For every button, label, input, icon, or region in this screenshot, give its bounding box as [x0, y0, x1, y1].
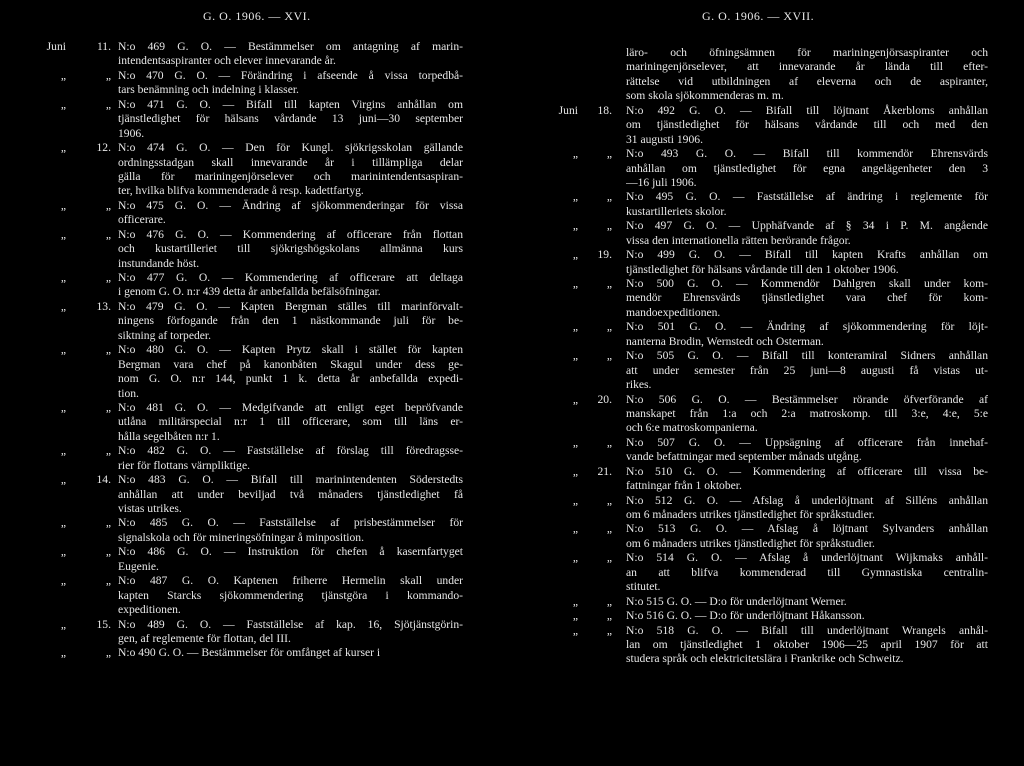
entry-day: „ — [105, 97, 111, 111]
entry-text — [626, 595, 988, 609]
entry-day: „ — [105, 400, 111, 414]
entry-line: lan om tjänstledighet 1 oktober 1906—25 april 1907 för att — [626, 637, 988, 651]
entry-month: „ — [572, 248, 578, 262]
entry-day: „ — [606, 349, 612, 363]
entry-line: ter, hvilka blifva kommenderade å resp. kadettfartyg. — [118, 184, 364, 198]
entry-day: „ — [606, 493, 612, 507]
entry-text — [626, 248, 988, 277]
entry-text — [118, 271, 463, 300]
entry-month: „ — [572, 435, 578, 449]
entry-day: „ — [606, 522, 612, 536]
entry-text — [626, 465, 988, 494]
entry-day: „ — [606, 623, 612, 637]
entry-month: „ — [60, 617, 66, 631]
entry-line: N:o 487 G. O. Kaptenen friherre Hermelin skall under — [118, 574, 463, 588]
entry — [0, 199, 512, 228]
entry-line: studera språk och elektricitetslära i Frankrike och Schweitz. — [626, 652, 904, 666]
entry-text — [118, 545, 463, 574]
entry — [0, 300, 512, 343]
entry-day: „ — [606, 320, 612, 334]
entry-line: rättelse vid utbildningen af eleverna och de aspiranter, — [626, 74, 988, 88]
entry-line: N:o 497 G. O. — Upphäfvande af § 34 i P. M. angående — [626, 219, 988, 233]
page-header: G. O. 1906. — XVI. — [203, 9, 311, 23]
entry-line: och kustartilleriet till sjökrigshögskolans allmänna kurs — [118, 242, 463, 256]
entry — [512, 46, 1024, 104]
entry-line: mariningenjörselever, att innevarande år ländа till efter- — [626, 60, 988, 74]
entry-line: kapten Starcks sjökommendering tjänstgöra i kommando- — [118, 588, 463, 602]
entry-text — [118, 473, 463, 516]
entry-line: nom G. O. n:r 144, punkt 1 k. detta år anbefallda expedi- — [118, 372, 463, 386]
entry-line: N:o 492 G. O. — Bifall till löjtnant Åkerbloms anhållan — [626, 103, 988, 117]
entry-day: „ — [606, 190, 612, 204]
entry-month: „ — [572, 594, 578, 608]
entry-day: „ — [606, 594, 612, 608]
entry — [0, 69, 512, 98]
entry-day: 14. — [96, 473, 111, 487]
entry-list — [0, 40, 512, 661]
entry-day: 18. — [597, 103, 612, 117]
entry-line: N:o 500 G. O. — Kommendör Dahlgren skall under kom- — [626, 277, 988, 290]
entry-line: intendentsaspiranter och elever innevarande år. — [118, 54, 336, 68]
entry — [0, 98, 512, 141]
entry-text — [118, 98, 463, 141]
entry-line: anhållan om tjänstledighet för egna angelägenheter den 3 — [626, 161, 988, 175]
entry-line: N:o 483 G. O. — Bifall till marinintendenten Söderstedts — [118, 473, 463, 487]
entry-text — [118, 141, 463, 199]
entry-text — [118, 343, 463, 401]
entry-line: N:o 470 G. O. — Förändring i afseende å vissa torpedbå- — [118, 68, 463, 82]
entry-line: N:o 479 G. O. — Kapten Bergman ställes till marinförvalt- — [118, 299, 463, 313]
entry-line: tion. — [118, 386, 139, 400]
entry — [0, 545, 512, 574]
entry-line: N:o 480 G. O. — Kapten Prytz skall i stället för kapten — [118, 343, 463, 357]
entry-text — [626, 219, 988, 248]
entry — [0, 40, 512, 69]
entry — [512, 248, 1024, 277]
entry — [512, 277, 1024, 320]
entry — [512, 393, 1024, 436]
entry-day: „ — [105, 198, 111, 212]
entry-day: „ — [105, 271, 111, 284]
entry-line: N:o 490 G. O. — Bestämmelser för omfånget af kurser i — [118, 646, 381, 660]
entry-text — [118, 228, 463, 271]
entry-day: 21. — [597, 464, 612, 478]
entry-line: N:o 515 G. O. — D:o för underlöjtnant Werner. — [626, 594, 847, 608]
entry-line: N:o 471 G. O. — Bifall till kapten Virgins anhållan om — [118, 97, 463, 111]
entry — [0, 646, 512, 660]
entry-line: N:o 507 G. O. — Uppsägning af officerare från innehaf- — [626, 435, 988, 449]
entry-text — [626, 494, 988, 523]
entry-line: Eugenie. — [118, 559, 159, 573]
entry-day: „ — [105, 646, 111, 660]
entry-month: „ — [60, 473, 66, 487]
entry-line: N:o 516 G. O. — D:o för underlöjtnant Håkansson. — [626, 609, 865, 623]
entry-line: N:o 475 G. O. — Ändring af sjökommenderingar för vissa — [118, 198, 463, 212]
entry-day: 19. — [597, 248, 612, 262]
entry-line: 31 augusti 1906. — [626, 132, 703, 146]
entry-line: N:o 485 G. O. — Fastställelse af prisbestämmelser för — [118, 516, 463, 530]
entry-month: „ — [572, 623, 578, 637]
entry-line: officerare. — [118, 213, 166, 227]
entry-line: fattningar från 1 oktober. — [626, 479, 742, 493]
entry-line: 1906. — [118, 126, 145, 140]
entry — [512, 436, 1024, 465]
entry-month: „ — [572, 147, 578, 161]
entry-line: vissa den internationella rätten berörande frågor. — [626, 233, 851, 247]
entry-list — [512, 46, 1024, 667]
entry-line: N:o 477 G. O. — Kommendering af officerare att deltaga — [118, 271, 463, 284]
entry-line: vistas utrikes. — [118, 502, 182, 515]
entry — [0, 343, 512, 401]
entry-day: 20. — [597, 392, 612, 406]
entry-text — [118, 444, 463, 473]
entry-month: „ — [60, 343, 66, 357]
entry-line: om 6 månaders utrikes tjänstledighet för språkstudier. — [626, 536, 875, 550]
entry — [512, 190, 1024, 219]
entry-text — [626, 436, 988, 465]
entry — [0, 473, 512, 516]
entry-text — [626, 320, 988, 349]
entry — [0, 516, 512, 545]
entry-line: manskapet från 1:a och 2:a matroskomp. till 3:e, 4:e, 5:e — [626, 406, 988, 420]
entry-line: läro- och öfningsämnen för mariningenjörsaspiranter och — [626, 46, 988, 59]
entry-text — [626, 277, 988, 320]
entry-month: „ — [60, 545, 66, 559]
entry-month: „ — [60, 97, 66, 111]
entry-line: mandoexpeditionen. — [626, 305, 721, 319]
entry-line: anhållan att under beviljad två månaders tjänstledighet få — [118, 487, 463, 501]
entry-day: 11. — [96, 40, 111, 53]
entry-line: N:o 512 G. O. — Afslag å underlöjtnant af Silléns anhållan — [626, 493, 988, 507]
entry-line: stitutet. — [626, 580, 661, 594]
entry-text — [626, 624, 988, 667]
entry-text — [626, 551, 988, 594]
entry-line: —16 juli 1906. — [626, 175, 697, 189]
entry-day: „ — [105, 574, 111, 588]
entry-text — [118, 40, 463, 69]
entry-month: „ — [60, 444, 66, 458]
entry-text — [626, 522, 988, 551]
entry — [512, 624, 1024, 667]
entry-line: om tjänstledighet för hälsans vårdande till och med den — [626, 118, 988, 132]
entry-month: „ — [60, 68, 66, 82]
entry — [0, 618, 512, 647]
entry-day: „ — [105, 227, 111, 241]
entry — [0, 574, 512, 617]
entry-text — [626, 349, 988, 392]
entry-month: „ — [60, 141, 66, 155]
entry-month: „ — [60, 400, 66, 414]
entry-text — [626, 609, 988, 623]
entry-month: „ — [572, 190, 578, 204]
entry-text — [626, 147, 988, 190]
entry-month: „ — [60, 198, 66, 212]
entry-text — [118, 646, 463, 660]
entry — [0, 228, 512, 271]
entry-line: tjänstledighet för hälsans vårdande till den 1 oktober 1906. — [626, 262, 899, 276]
entry-month: „ — [572, 551, 578, 565]
entry-text — [626, 393, 988, 436]
entry-day: „ — [606, 277, 612, 290]
right-page — [512, 0, 1024, 766]
entry-day: „ — [105, 343, 111, 357]
entry-month: „ — [60, 646, 66, 660]
entry-day: 15. — [96, 617, 111, 631]
entry-line: N:o 499 G. O. — Bifall till kapten Krafts anhållan om — [626, 248, 988, 262]
entry-month: „ — [60, 299, 66, 313]
entry — [0, 401, 512, 444]
entry-month: Juni — [558, 103, 578, 117]
entry-month: „ — [572, 464, 578, 478]
entry-line: N:o 501 G. O. — Ändring af sjökommendering för löjt- — [626, 320, 988, 334]
entry-line: rier för flottans värnpliktige. — [118, 458, 250, 472]
entry-line: att under semester från 25 juni—8 augusti få vistas ut- — [626, 363, 988, 377]
entry-line: N:o 495 G. O. — Fastställelse af ändring i reglemente för — [626, 190, 988, 204]
entry-line: N:o 486 G. O. — Instruktion för chefen å kasernfartyget — [118, 545, 463, 559]
entry — [0, 444, 512, 473]
entry-line: och 6:e matroskompanierna. — [626, 421, 758, 435]
entry-line: Bergman vara chef på kanonbåten Skagul under dess ge- — [118, 357, 463, 371]
entry-line: expeditionen. — [118, 603, 181, 617]
entry-day: „ — [105, 516, 111, 530]
entry-line: i genom G. O. n:r 439 detta år anbefallda befälsöfningar. — [118, 285, 381, 299]
entry-month: „ — [572, 277, 578, 290]
entry-line: N:o 476 G. O. — Kommendering af officerare från flottan — [118, 227, 463, 241]
entry-text — [626, 46, 988, 104]
entry-text — [118, 618, 463, 647]
entry-line: gen, af reglemente för flottan, del III. — [118, 631, 291, 645]
entry-text — [118, 574, 463, 617]
entry-text — [626, 104, 988, 147]
entry-text — [118, 69, 463, 98]
entry-line: nanterna Brodin, Wernstedt och Osterman. — [626, 334, 824, 348]
entry-line: N:o 469 G. O. — Bestämmelser om antagning af marin- — [118, 40, 463, 53]
entry — [512, 320, 1024, 349]
entry — [512, 219, 1024, 248]
entry-line: tars benämning och indelning i klasser. — [118, 83, 299, 97]
entry-month: „ — [572, 609, 578, 623]
entry — [512, 551, 1024, 594]
entry — [512, 494, 1024, 523]
entry-day: „ — [105, 68, 111, 82]
entry-line: N:o 513 G. O. — Afslag å löjtnant Sylvanders anhållan — [626, 522, 988, 536]
entry-text — [626, 190, 988, 219]
entry-line: gälla för mariningenjörselever och marinintendentsaspiran- — [118, 169, 463, 183]
entry-month: „ — [572, 493, 578, 507]
entry — [512, 104, 1024, 147]
entry-line: N:o 489 G. O. — Fastställelse af kap. 16, Sjötjänstgörin- — [118, 617, 463, 631]
entry-day: „ — [606, 147, 612, 161]
entry-line: om 6 månaders utrikes tjänstledighet för språkstudier. — [626, 508, 875, 521]
entry-month: „ — [572, 219, 578, 233]
entry-day: 12. — [96, 141, 111, 155]
entry-text — [118, 300, 463, 343]
entry-line: N:o 506 G. O. — Bestämmelser rörande öfverförande af — [626, 392, 988, 406]
entry-line: N:o 481 G. O. — Medgifvande att enligt eget bepröfvande — [118, 400, 463, 414]
entry-line: vande befattningar med september månads utgång. — [626, 450, 862, 464]
entry-line: N:o 514 G. O. — Afslag å underlöjtnant Wijkmaks anhåll- — [626, 551, 988, 565]
entry-line: N:o 482 G. O. — Fastställelse af förslag till föredragsse- — [118, 444, 463, 458]
entry-line: utlåna militärspecial n:r 1 till officerare, som till läns er- — [118, 415, 463, 429]
entry-day: „ — [105, 545, 111, 559]
entry-day: „ — [606, 219, 612, 233]
entry-line: instundande höst. — [118, 256, 200, 270]
entry-line: N:o 493 G. O. — Bifall till kommendör Ehrensvärds — [626, 147, 988, 161]
entry-month: „ — [572, 522, 578, 536]
entry-line: an att blifva kommenderad till Gymnastiska centralin- — [626, 565, 988, 579]
entry-day: „ — [606, 435, 612, 449]
entry — [0, 141, 512, 199]
entry-line: hålla segelbåten n:r 1. — [118, 429, 220, 443]
entry — [512, 349, 1024, 392]
entry-line: ordningsstadgan skall innevarande år i tillämpliga delar — [118, 155, 463, 169]
entry-text — [118, 401, 463, 444]
entry-line: N:o 474 G. O. — Den för Kungl. sjökrigsskolan gällande — [118, 141, 463, 155]
entry-month: Juni — [46, 40, 66, 53]
entry — [512, 522, 1024, 551]
entry-line: N:o 518 G. O. — Bifall till underlöjtnant Wrangels anhål- — [626, 623, 988, 637]
entry — [512, 595, 1024, 609]
entry-day: „ — [105, 444, 111, 458]
entry-line: kustartilleriets skolor. — [626, 204, 727, 218]
entry-day: 13. — [96, 299, 111, 313]
entry-line: N:o 510 G. O. — Kommendering af officerare till vissa be- — [626, 464, 988, 478]
entry — [512, 147, 1024, 190]
entry-month: „ — [572, 392, 578, 406]
entry-day: „ — [606, 609, 612, 623]
entry-month: „ — [572, 320, 578, 334]
entry-line: som skola sjökommenderas m. m. — [626, 89, 784, 103]
entry — [512, 465, 1024, 494]
entry-line: ningens förfogande från den 1 nästkommande juli för be- — [118, 314, 463, 328]
entry-month: „ — [60, 574, 66, 588]
entry-month: „ — [60, 227, 66, 241]
entry-month: „ — [572, 349, 578, 363]
entry-text — [118, 516, 463, 545]
entry-text — [118, 199, 463, 228]
entry-line: signalskola och för mineringsöfningar å minposition. — [118, 530, 365, 544]
entry-line: siktning af torpeder. — [118, 328, 212, 342]
entry-month: „ — [60, 271, 66, 284]
page-header: G. O. 1906. — XVII. — [702, 9, 815, 23]
entry-line: N:o 505 G. O. — Bifall till konteramiral Sidners anhållan — [626, 349, 988, 363]
entry-line: rikes. — [626, 378, 652, 392]
entry-day: „ — [606, 551, 612, 565]
entry — [0, 271, 512, 300]
entry-line: tjänstledighet för hälsans vårdande 13 juni—30 september — [118, 112, 463, 126]
entry-month: „ — [60, 516, 66, 530]
entry — [512, 609, 1024, 623]
entry-line: mendör Ehrensvärds tjänstledighet vara chef för kom- — [626, 291, 988, 305]
